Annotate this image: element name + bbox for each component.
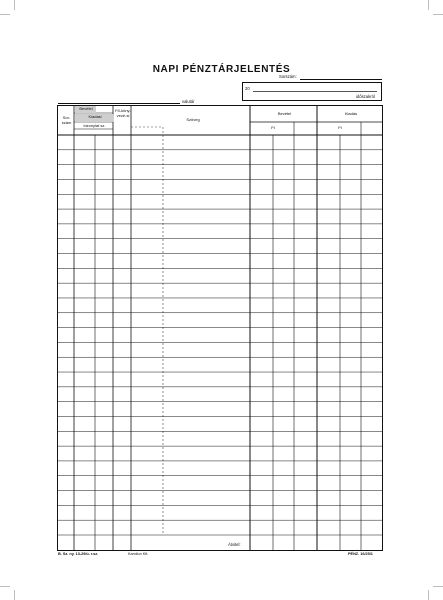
header-kiadas-main: Kiadás (344, 111, 358, 116)
ledger-table (57, 105, 383, 551)
footer-mid: Kamilon Kft. (128, 552, 149, 556)
crop-mark-bottom-left-h (0, 586, 10, 587)
crop-mark-top-right (428, 0, 429, 10)
header-bevetel: Bevétel (79, 106, 93, 111)
footer-left: B. Sz. ny. 13-29/ú. r.sz. (58, 552, 99, 556)
crop-mark-bottom-left (14, 590, 15, 600)
header-bevetel-main: Bevétel (277, 111, 292, 116)
header-sorszam: Sor-szám (61, 115, 72, 125)
header-ft-kiadas: Ft (338, 125, 342, 130)
header-ft-bevetel: Ft (271, 125, 275, 130)
serial-label: Sorszám: (279, 74, 297, 79)
carry-label: Átvitel: (228, 542, 241, 547)
serial-underline (300, 79, 382, 80)
date-suffix: időszakról (356, 94, 375, 99)
currency-label: valutár (182, 99, 195, 104)
crop-mark-bottom-right (428, 590, 429, 600)
form-title: NAPI PÉNZTÁRJELENTÉS (152, 64, 291, 75)
ledger-grid (57, 105, 383, 551)
date-dotted-line (253, 91, 377, 92)
year-prefix: 20 (245, 86, 250, 91)
crop-mark-top-left (14, 0, 15, 10)
header-kiadasi: Kiadási (88, 114, 102, 119)
footer-right: PÉNZ. 16/25/1 (348, 552, 373, 556)
header-fo-konyvezesi: Fő-köny-vezé-si (115, 108, 131, 118)
header-szoveg: Szöveg (186, 117, 200, 122)
crop-mark-top-right-h (433, 14, 443, 15)
crop-mark-top-left-h (0, 14, 10, 15)
crop-mark-bottom-right-h (433, 586, 443, 587)
currency-underline (58, 103, 180, 104)
header-bizonylat: bizonylat sz. (83, 123, 106, 128)
